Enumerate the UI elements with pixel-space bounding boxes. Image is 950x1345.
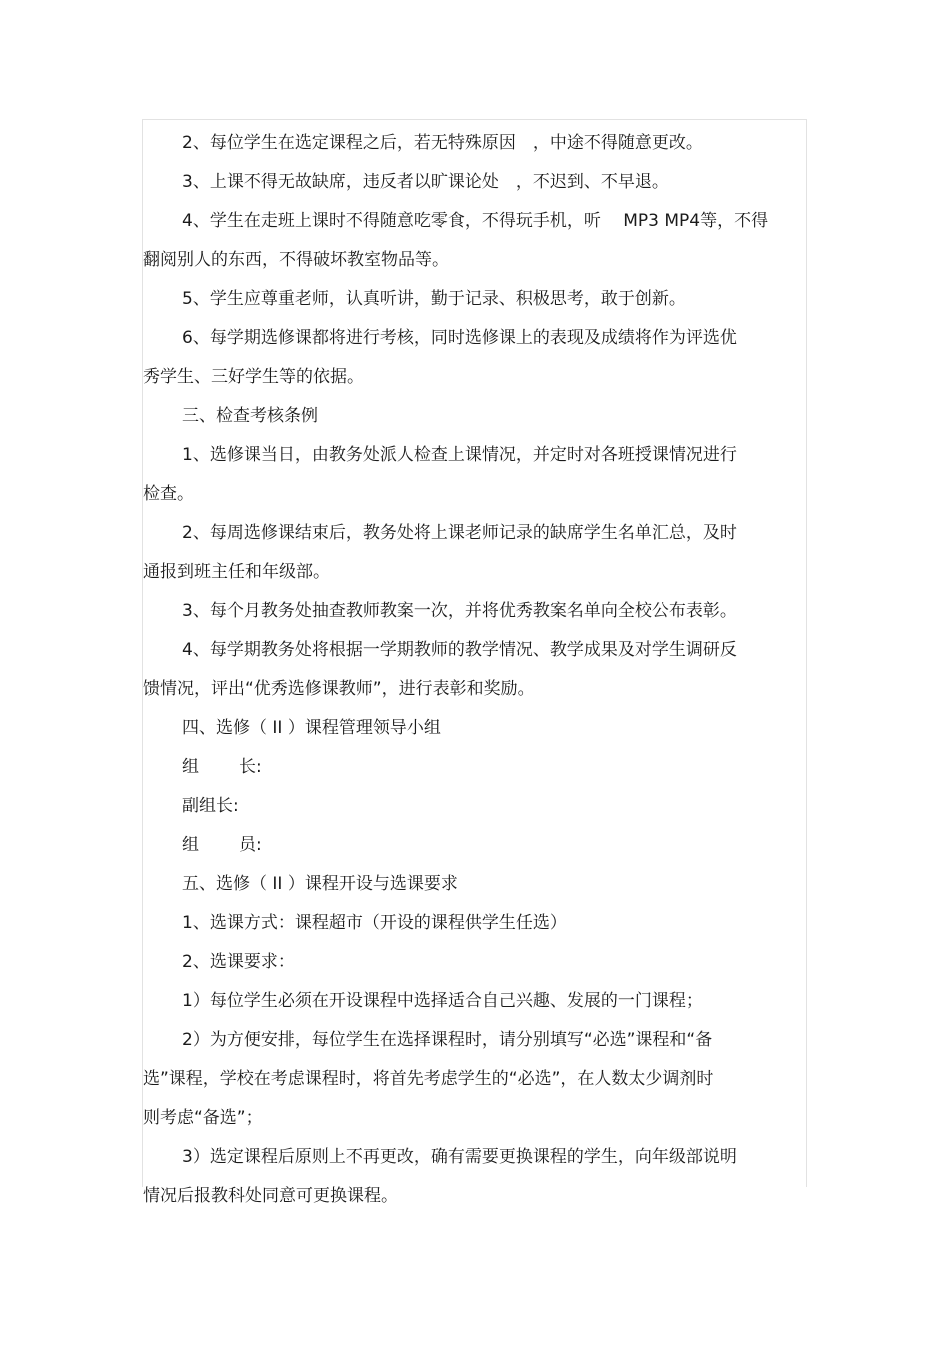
paragraph-check-1-line-2: 检查。 [143, 484, 194, 504]
role-leader-char-1: 组 [182, 757, 199, 777]
paragraph-rule-5: 5、学生应尊重老师，认真听讲，勤于记录、积极思考，敢于创新。 [182, 289, 686, 309]
paragraph-rule-4-line-1: 4、学生在走班上课时不得随意吃零食，不得玩手机，听 MP3 MP4等，不得 [182, 211, 769, 231]
paragraph-req-1: 1）每位学生必须在开设课程中选择适合自己兴趣、发展的一门课程； [182, 991, 703, 1011]
paragraph-check-1-line-1: 1、选修课当日，由教务处派人检查上课情况，并定时对各班授课情况进行 [182, 445, 737, 465]
paragraph-req-2-line-2: 选”课程，学校在考虑课程时，将首先考虑学生的“必选”，在人数太少调剂时 [143, 1069, 714, 1089]
paragraph-rule-6-line-1: 6、每学期选修课都将进行考核，同时选修课上的表现及成绩将作为评选优 [182, 328, 737, 348]
role-member-char-1: 组 [182, 835, 199, 855]
paragraph-rule-6-line-2: 秀学生、三好学生等的依据。 [143, 367, 364, 387]
paragraph-select-1: 1、选课方式：课程超市（开设的课程供学生任选） [182, 913, 567, 933]
section-heading-5: 五、选修（ II ）课程开设与选课要求 [182, 874, 458, 894]
role-member-char-2: 员: [239, 835, 262, 855]
role-leader [143, 748, 807, 787]
paragraph-select-2: 2、选课要求： [182, 952, 295, 972]
role-leader-char-2: 长: [239, 757, 262, 777]
paragraph-req-2-line-1: 2）为方便安排，每位学生在选择课程时，请分别填写“必选”课程和“备 [182, 1030, 713, 1050]
role-deputy [143, 787, 807, 826]
paragraph-check-4-line-2: 馈情况，评出“优秀选修课教师”，进行表彰和奖励。 [143, 679, 535, 699]
section-heading-3: 三、检查考核条例 [182, 406, 318, 426]
paragraph-check-3: 3、每个月教务处抽查教师教案一次，并将优秀教案名单向全校公布表彰。 [182, 601, 737, 621]
role-deputy-label: 副组长: [182, 796, 239, 816]
section-heading-4: 四、选修（ II ）课程管理领导小组 [182, 718, 441, 738]
role-member [143, 826, 807, 865]
paragraph-rule-3: 3、上课不得无故缺席，违反者以旷课论处 ，不迟到、不早退。 [182, 172, 669, 192]
paragraph-check-2-line-1: 2、每周选修课结束后，教务处将上课老师记录的缺席学生名单汇总，及时 [182, 523, 737, 543]
paragraph-rule-2: 2、每位学生在选定课程之后，若无特殊原因 ，中途不得随意更改。 [182, 133, 703, 153]
paragraph-check-2-line-2: 通报到班主任和年级部。 [143, 562, 330, 582]
paragraph-req-3-line-1: 3）选定课程后原则上不再更改，确有需要更换课程的学生，向年级部说明 [182, 1147, 737, 1167]
paragraph-check-4-line-1: 4、每学期教务处将根据一学期教师的教学情况、教学成果及对学生调研反 [182, 640, 737, 660]
paragraph-req-3-line-2: 情况后报教科处同意可更换课程。 [143, 1186, 398, 1206]
paragraph-req-2-line-3: 则考虑“备选”； [143, 1108, 263, 1128]
document-body [143, 124, 807, 1216]
paragraph-rule-4-line-2: 翻阅别人的东西，不得破坏教室物品等。 [143, 250, 449, 270]
